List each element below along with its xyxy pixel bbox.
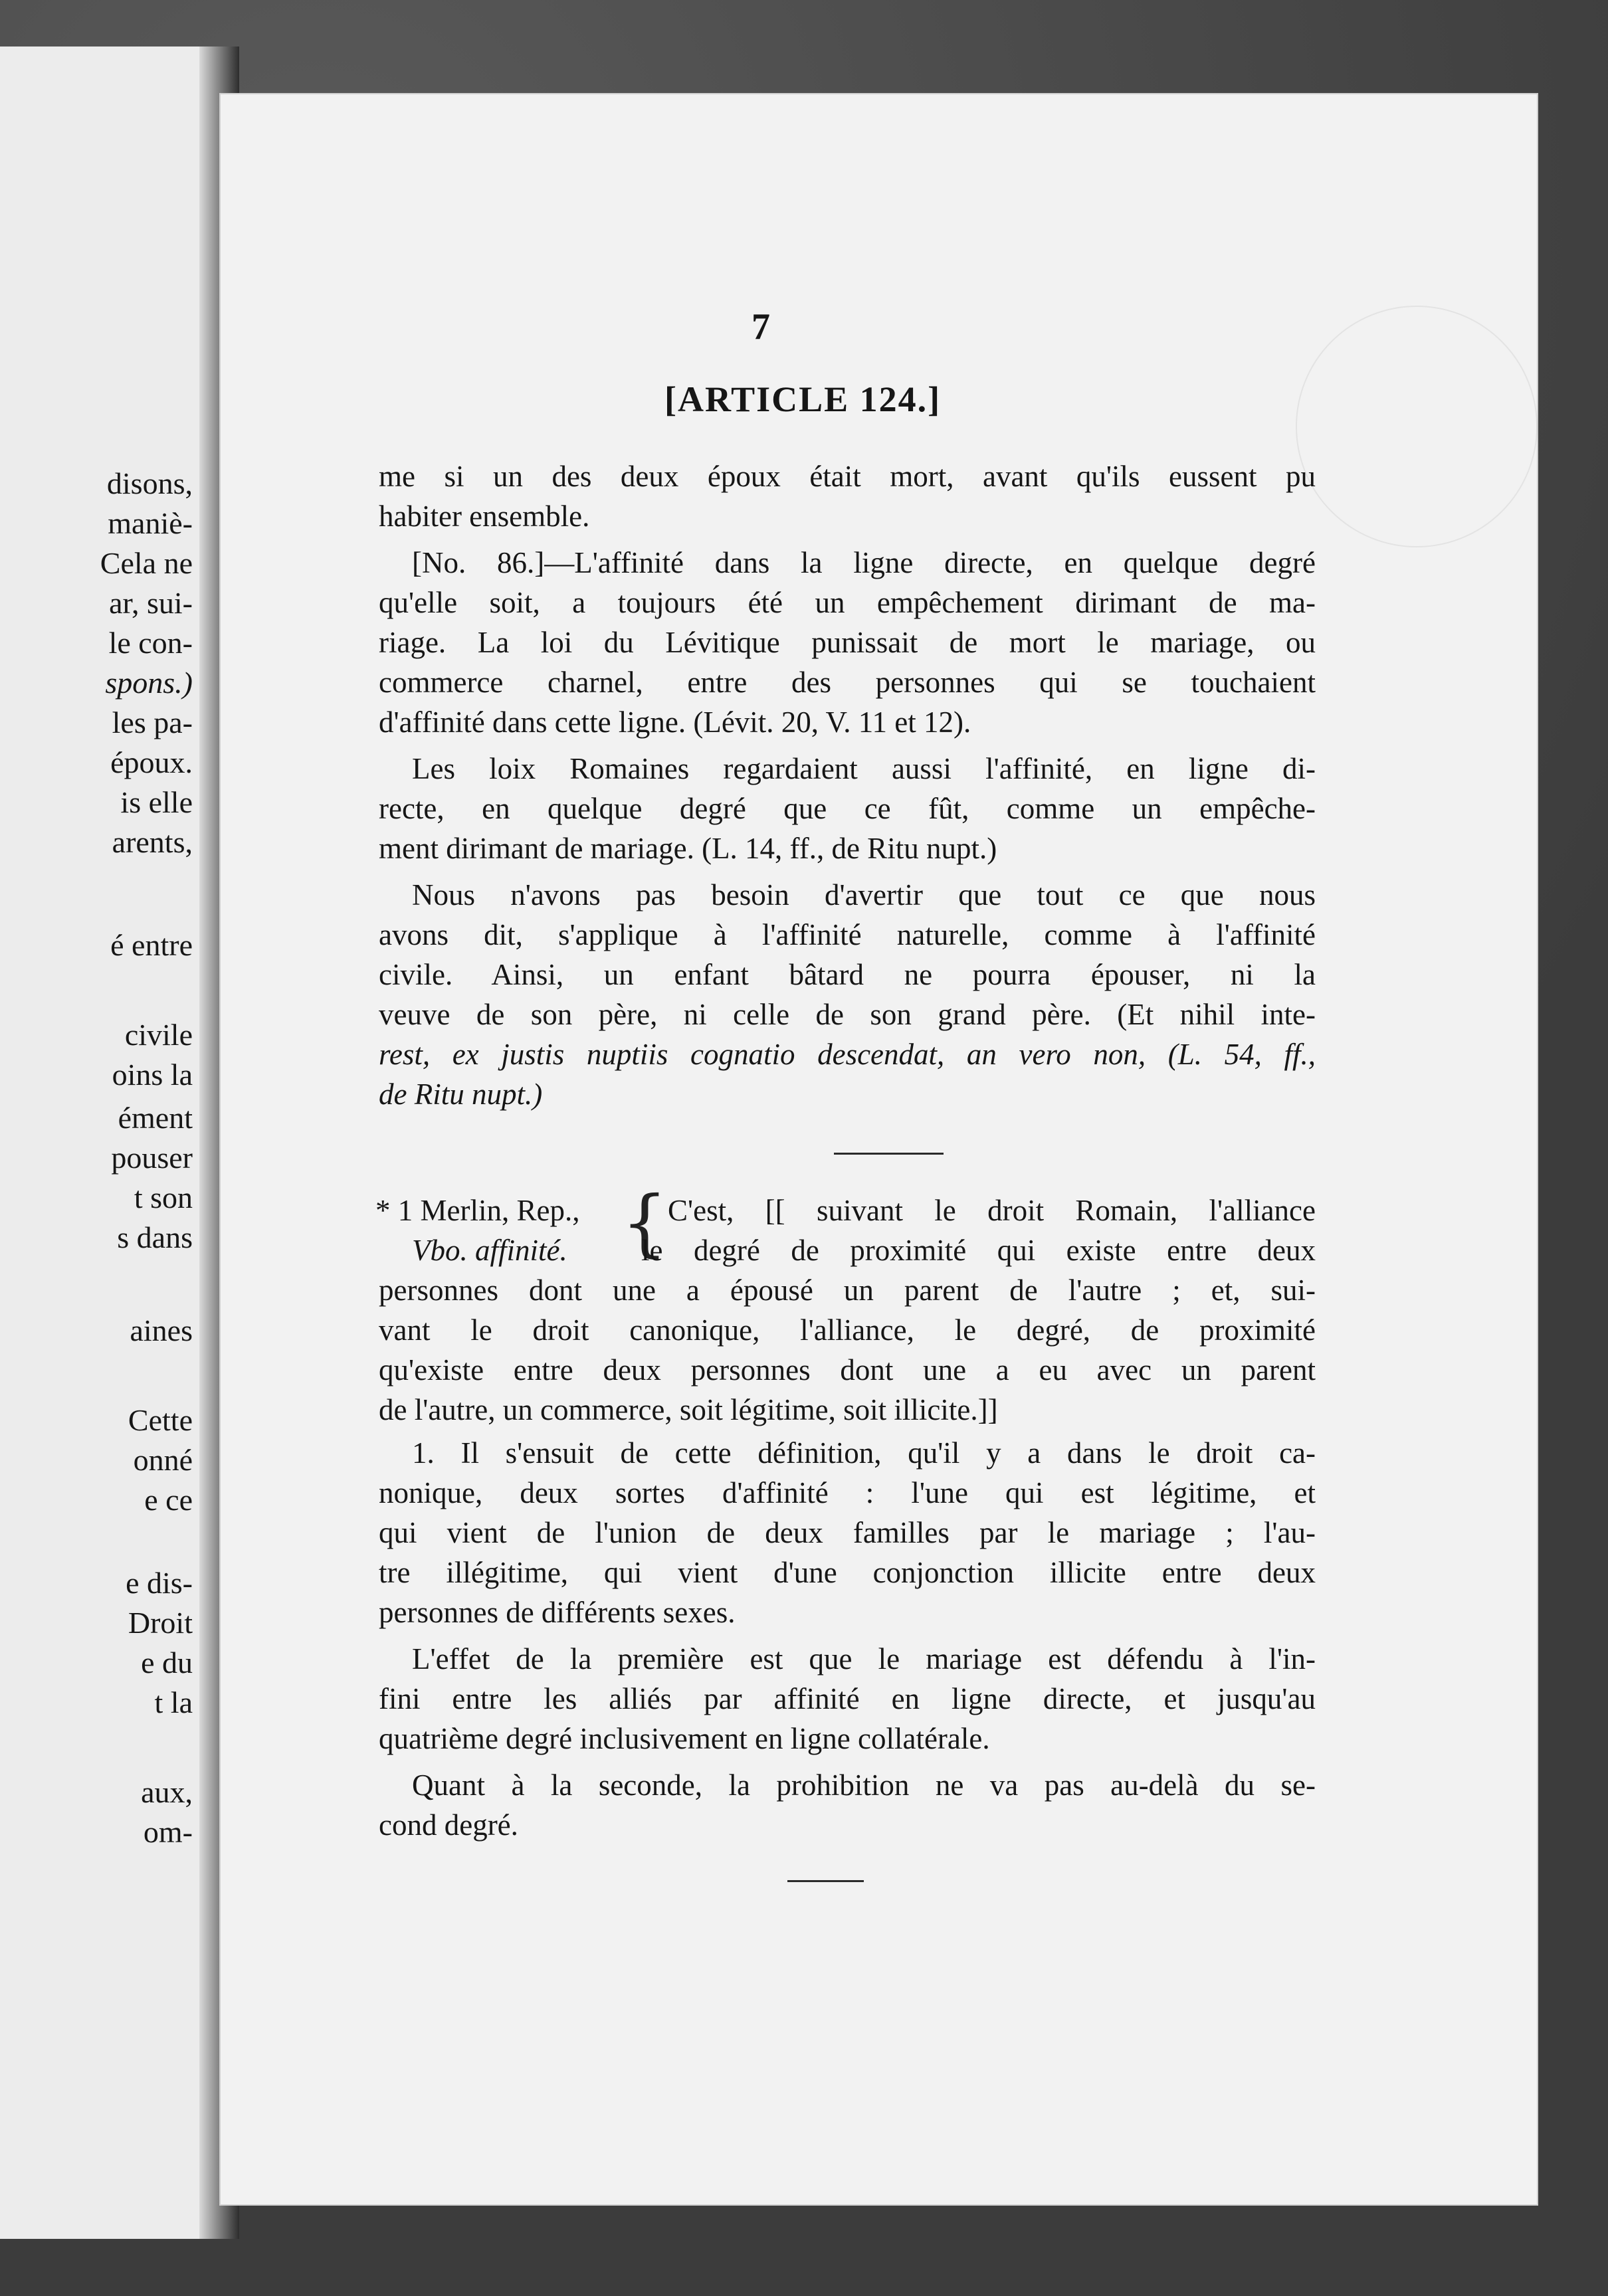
left-page-line: onné [133,1443,193,1477]
left-page-line: s dans [117,1220,193,1254]
left-page-line: spons.) [105,666,193,700]
left-page-line: é entre [110,928,193,962]
left-page-line: aux, [141,1775,193,1809]
left-page-line: Cette [128,1403,193,1437]
left-page-line: t la [154,1685,193,1719]
body-line: habiter ensemble. [379,500,590,533]
section-divider [834,1153,944,1155]
body-line: recte, en quelque degré que ce fût, comme un empêche- [379,792,1316,825]
body-line: civile. Ainsi, un enfant bâtard ne pourra épouser, ni la [379,958,1316,991]
footnote-line: quatrième degré inclusivement en ligne collatérale. [379,1722,990,1755]
left-page-line: maniè- [108,506,193,540]
footnote-line: cond degré. [379,1808,518,1842]
left-page-line: pouser [111,1141,193,1175]
left-page-fragment [0,47,219,2239]
body-line: qu'elle soit, a toujours été un empêchement dirimant de ma- [379,586,1316,619]
left-page-line: e du [141,1646,193,1679]
body-line: commerce charnel, entre des personnes qui se touchaient [379,666,1316,699]
left-page-line: om- [143,1815,193,1849]
left-page-line: arents, [112,825,193,859]
footnote-line: nonique, deux sortes d'affinité : l'une qui est légitime, et [379,1476,1316,1509]
footnote-line: C'est, [[ suivant le droit Romain, l'alliance [668,1194,1316,1227]
footnote-reference-sub: Vbo. affinité. [412,1234,567,1267]
footnote-line: 1. Il s'ensuit de cette définition, qu'il y a dans le droit ca- [412,1436,1316,1470]
end-divider [787,1880,864,1882]
body-line: Nous n'avons pas besoin d'avertir que tout ce que nous [412,878,1316,911]
footnote-line: personnes dont une a épousé un parent de l'autre ; et, sui- [379,1274,1316,1307]
left-page-line: ar, sui- [109,586,193,620]
footnote-line: fini entre les alliés par affinité en ligne directe, et jusqu'au [379,1682,1316,1715]
body-line: [No. 86.]—L'affinité dans la ligne directe, en quelque degré [412,546,1316,579]
left-page-line: e dis- [126,1566,193,1600]
body-line: riage. La loi du Lévitique punissait de mort le mariage, ou [379,626,1316,659]
footnote-line: Quant à la seconde, la prohibition ne va pas au-delà du se- [412,1769,1316,1802]
left-page-line: époux. [110,745,193,779]
footnote-line: le degré de proximité qui existe entre deux [641,1234,1316,1267]
body-line: avons dit, s'applique à l'affinité naturelle, comme à l'affinité [379,918,1316,951]
left-page-line: e ce [144,1483,193,1517]
body-line: ment dirimant de mariage. (L. 14, ff., de Ritu nupt.) [379,832,997,865]
body-line: rest, ex justis nuptiis cognatio descendat, an vero non, (L. 54, ff., [379,1038,1316,1071]
footnote-line: qu'existe entre deux personnes dont une a eu avec un parent [379,1353,1316,1387]
left-page-line: aines [130,1313,193,1347]
footnote-line: de l'autre, un commerce, soit légitime, soit illicite.]] [379,1393,998,1426]
footnote-reference: * 1 Merlin, Rep., [375,1194,580,1227]
body-line: veuve de son père, ni celle de son grand père. (Et nihil inte- [379,998,1316,1031]
footnote-line: tre illégitime, qui vient d'une conjonction illicite entre deux [379,1556,1316,1589]
left-page-line: Droit [128,1606,193,1640]
footnote-line: personnes de différents sexes. [379,1596,736,1629]
page-number: 7 [752,306,770,347]
footnote-line: qui vient de l'union de deux familles par le mariage ; l'au- [379,1516,1316,1549]
footnote-line: L'effet de la première est que le mariage est défendu à l'in- [412,1642,1316,1675]
footnote-line: vant le droit canonique, l'alliance, le degré, de proximité [379,1313,1316,1347]
left-page-line: is elle [120,785,193,819]
left-page-line: le con- [108,626,193,660]
body-line: Les loix Romaines regardaient aussi l'affinité, en ligne di- [412,752,1316,785]
article-header: [ARTICLE 124.] [664,379,942,419]
body-line: d'affinité dans cette ligne. (Lévit. 20, V. 11 et 12). [379,706,971,739]
body-line: me si un des deux époux était mort, avant qu'ils eussent pu [379,460,1316,493]
left-page-line: ément [118,1101,193,1135]
left-page-line: les pa- [112,706,193,739]
left-page-line: oins la [112,1058,193,1092]
left-page-line: disons, [106,466,193,500]
left-page-line: civile [124,1018,193,1052]
body-line: de Ritu nupt.) [379,1078,543,1111]
footnote-brace: { [621,1180,668,1265]
left-page-line: Cela ne [100,546,193,580]
left-page-line: t son [134,1181,193,1214]
